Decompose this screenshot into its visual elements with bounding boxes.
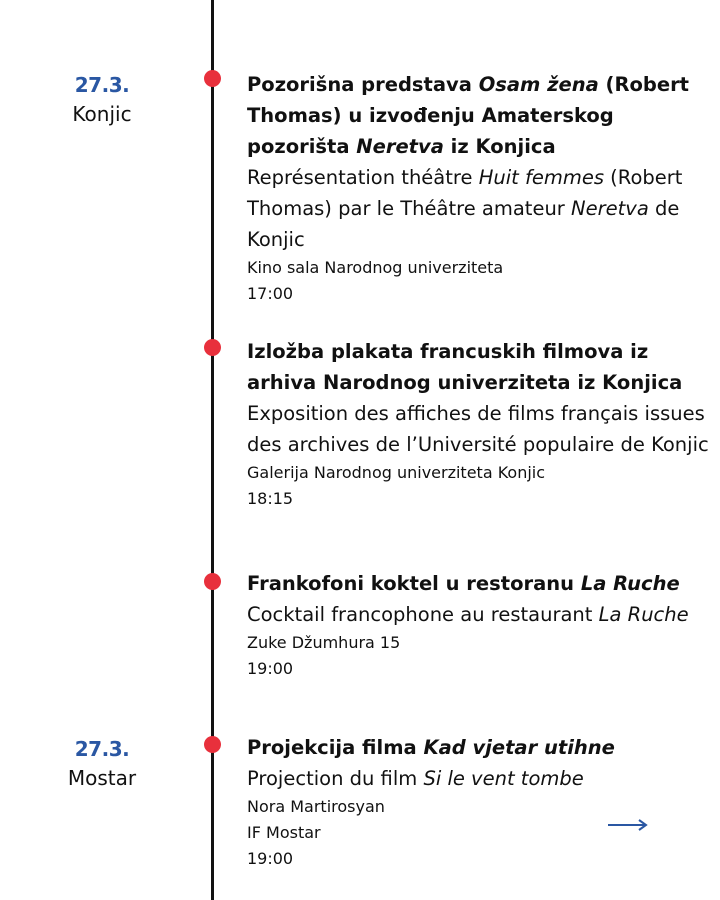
- event-title-bs: Frankofoni koktel u restoranu La Ruche: [247, 572, 680, 595]
- timeline-line: [211, 0, 214, 900]
- event-title-fr: Exposition des affiches de films français issues des archives de l’Université populaire de Konjic: [247, 402, 709, 456]
- event-title-fr: Représentation théâtre Huit femmes (Robert Thomas) par le Théâtre amateur Neretva de Konjic: [247, 166, 683, 251]
- date-block-mostar: [22, 735, 182, 793]
- city-label: Konjic: [72, 102, 132, 126]
- date-label: 27.3.: [74, 737, 130, 761]
- event-venue: IF Mostar: [247, 823, 321, 842]
- event-item: [247, 732, 717, 872]
- timeline-dot: [204, 339, 221, 356]
- date-block-konjic: [22, 71, 182, 129]
- event-title-bs: Izložba plakata francuskih filmova iz arhiva Narodnog univerziteta iz Konjica: [247, 340, 683, 394]
- event-director: Nora Martirosyan: [247, 797, 385, 816]
- timeline-dot: [204, 573, 221, 590]
- event-item: [247, 336, 717, 512]
- city-label: Mostar: [67, 766, 137, 790]
- event-venue: Zuke Džumhura 15: [247, 633, 401, 652]
- event-title-fr: Projection du film Si le vent tombe: [247, 767, 584, 790]
- timeline-dot: [204, 736, 221, 753]
- event-venue: Galerija Narodnog univerziteta Konjic: [247, 463, 546, 482]
- timeline-dot: [204, 70, 221, 87]
- event-title-fr: Cocktail francophone au restaurant La Ruche: [247, 603, 689, 626]
- event-time: 19:00: [247, 659, 294, 678]
- arrow-right-icon[interactable]: [607, 818, 649, 832]
- event-title-bs: Projekcija filma Kad vjetar utihne: [247, 736, 615, 759]
- event-item: [247, 69, 717, 307]
- event-time: 17:00: [247, 284, 294, 303]
- date-label: 27.3.: [74, 73, 130, 97]
- event-time: 18:15: [247, 489, 294, 508]
- event-title-bs: Pozorišna predstava Osam žena (Robert Thomas) u izvođenju Amaterskog pozorišta Neretva iz Konjica: [247, 73, 690, 158]
- event-item: [247, 568, 717, 682]
- event-time: 19:00: [247, 849, 294, 868]
- event-venue: Kino sala Narodnog univerziteta: [247, 258, 504, 277]
